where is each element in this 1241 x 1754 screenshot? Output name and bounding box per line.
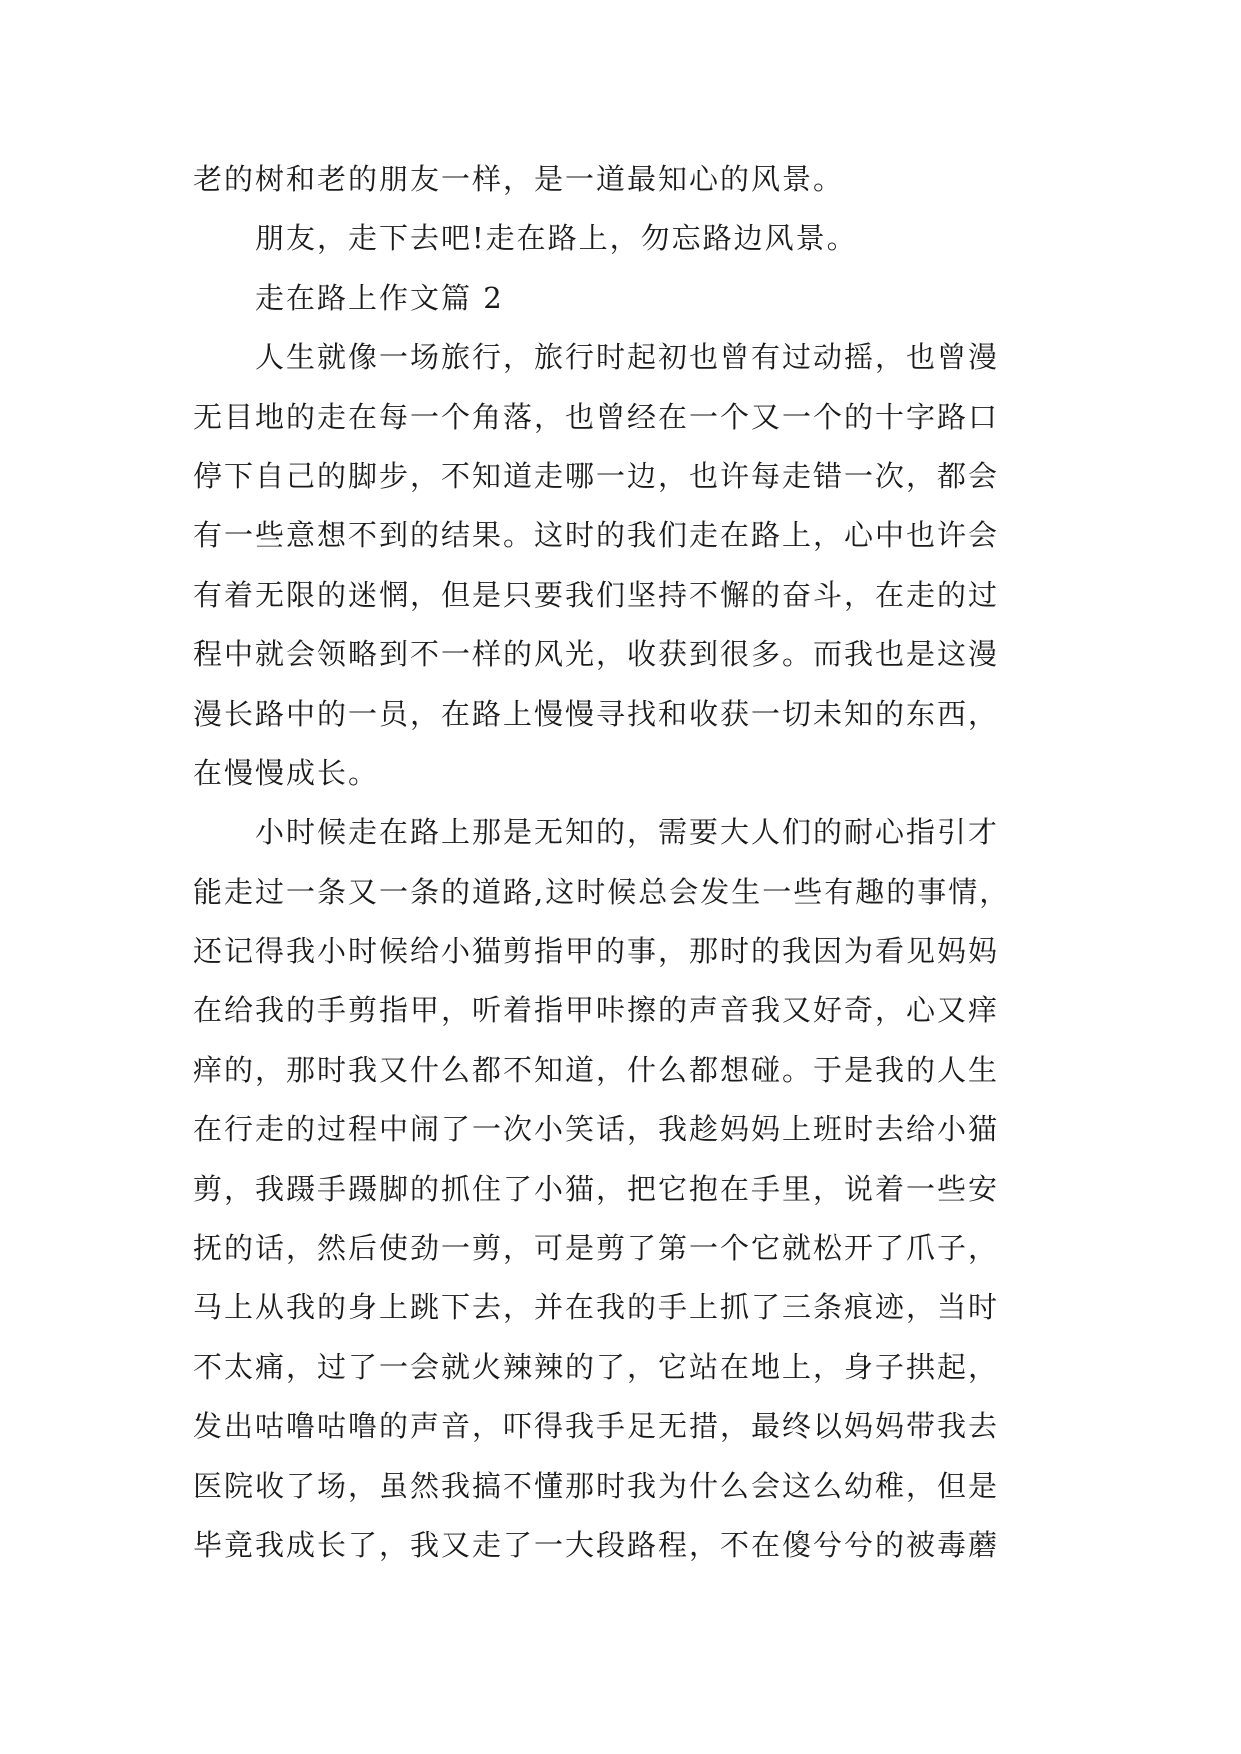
text-line: 抚的话，然后使劲一剪，可是剪了第一个它就松开了爪子， (193, 1231, 1000, 1266)
text-line: 能走过一条又一条的道路,这时候总会发生一些有趣的事情， (193, 874, 1011, 909)
text-line: 漫长路中的一员，在路上慢慢寻找和收获一切未知的东西， (193, 696, 1000, 731)
text-line: 还记得我小时候给小猫剪指甲的事，那时的我因为看见妈妈 (193, 934, 1000, 969)
text-line: 马上从我的身上跳下去，并在我的手上抓了三条痕迹，当时 (193, 1290, 1000, 1325)
document-body (193, 150, 1063, 1575)
text-line: 痒的，那时我又什么都不知道，什么都想碰。于是我的人生 (193, 1052, 1000, 1087)
text-line: 剪，我蹑手蹑脚的抓住了小猫，把它抱在手里，说着一些安 (193, 1171, 1000, 1206)
text-line: 有一些意想不到的结果。这时的我们走在路上，心中也许会 (193, 518, 1000, 553)
text-line: 程中就会领略到不一样的风光，收获到很多。而我也是这漫 (193, 637, 1000, 672)
section-heading: 走在路上作文篇 2 (255, 280, 504, 315)
text-line: 朋友，走下去吧!走在路上，勿忘路边风景。 (255, 221, 858, 256)
text-line: 在慢慢成长。 (193, 755, 380, 790)
text-line: 毕竟我成长了，我又走了一大段路程，不在傻兮兮的被毒蘑 (193, 1527, 1000, 1562)
text-line: 不太痛，过了一会就火辣辣的了，它站在地上，身子拱起， (193, 1349, 1000, 1384)
text-line: 有着无限的迷惘，但是只要我们坚持不懈的奋斗，在走的过 (193, 577, 1000, 612)
text-line: 老的树和老的朋友一样，是一道最知心的风景。 (193, 162, 845, 196)
text-line: 医院收了场，虽然我搞不懂那时我为什么会这么幼稚，但是 (193, 1468, 1000, 1503)
text-line: 人生就像一场旅行，旅行时起初也曾有过动摇，也曾漫 (255, 340, 1000, 375)
text-line: 无目地的走在每一个角落，也曾经在一个又一个的十字路口 (193, 399, 1000, 434)
paragraph-1 (193, 328, 1063, 803)
paragraph-2 (193, 803, 1063, 1575)
text-line: 发出咕噜咕噜的声音，吓得我手足无措，最终以妈妈带我去 (193, 1409, 1000, 1444)
text-line: 在行走的过程中闹了一次小笑话，我趁妈妈上班时去给小猫 (193, 1112, 1000, 1147)
text-line: 在给我的手剪指甲，听着指甲咔擦的声音我又好奇，心又痒 (193, 993, 1000, 1028)
text-line: 停下自己的脚步，不知道走哪一边，也许每走错一次，都会 (193, 458, 1000, 493)
text-line: 小时候走在路上那是无知的，需要大人们的耐心指引才 (255, 815, 1000, 850)
